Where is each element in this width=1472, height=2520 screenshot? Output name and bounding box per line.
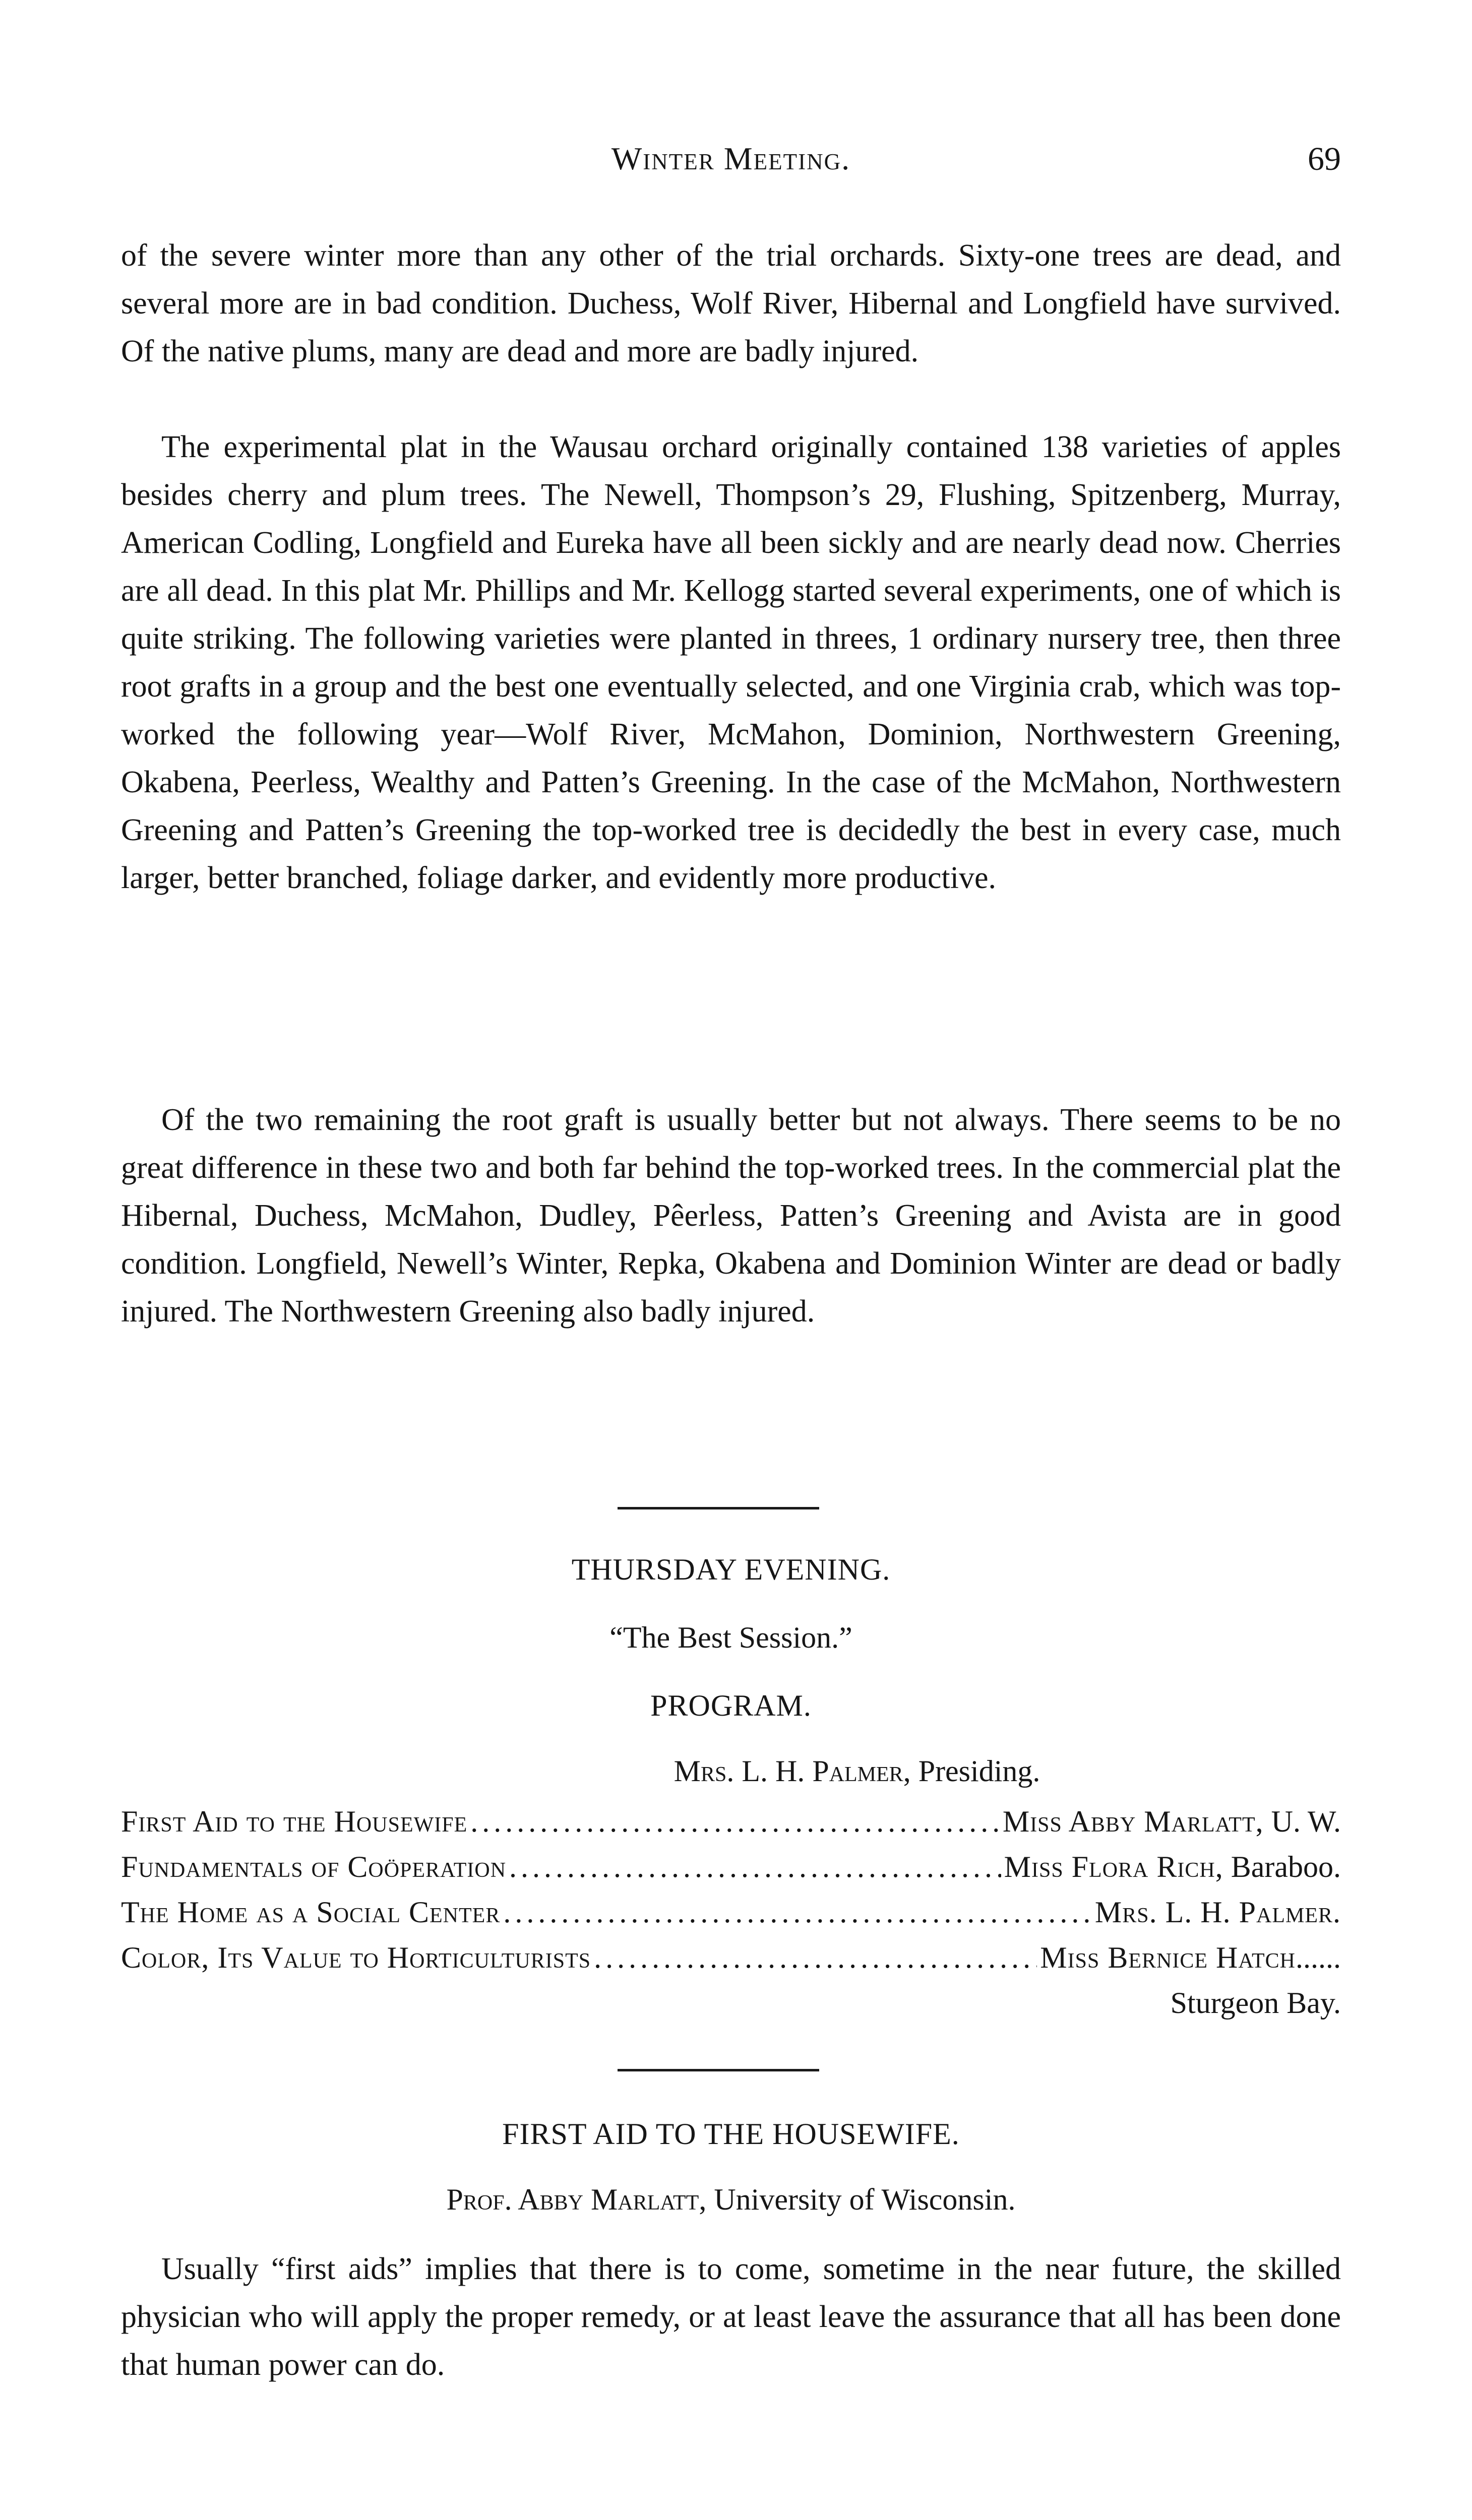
program-item-continuation: Sturgeon Bay. bbox=[1170, 1986, 1341, 2020]
body-paragraph-wausau-orchard: The experimental plat in the Wausau orchard originally contained 138 varieties of apples besides cherry and plum trees. The Newell, Thompson’s 29, Flushing, Spitzenberg, Murray, American Codling, Longfield and Eureka have all been sickly and are nearly dead now. Cherries are all dead. In this plat Mr. Phillips and Mr. Kellogg started several experiments, one of which is quite striking. The following varieties were planted in threes, 1 ordinary nursery tree, then three root grafts in a group and the best one eventually selected, and one Virginia crab, which was top-worked the following year—Wolf River, McMahon, Dominion, Northwestern Greening, Okabena, Peerless, Wealthy and Patten’s Greening. In the case of the McMahon, Northwestern Greening and Patten’s Greening the top-worked tree is decidedly the best in every case, much larger, better branched, foliage darker, and evidently more productive. bbox=[121, 430, 1341, 895]
program-item-title: The Home as a Social Center bbox=[121, 1896, 501, 1929]
running-title: Winter Meeting. bbox=[611, 141, 851, 176]
program-item-title: Fundamentals of Coöperation bbox=[121, 1850, 507, 1883]
speaker-name: Miss Abby Marlatt, bbox=[1002, 1805, 1264, 1838]
body-paragraph-continued: of the severe winter more than any other of the trial orchards. Sixty-one trees are dead, and several more are in bad condition. Duchess, Wolf River, Hibernal and Longfield have survived. Of the native plums, many are dead and more are badly injured. bbox=[121, 238, 1341, 368]
program-item bbox=[121, 1850, 1341, 1895]
speaker-name: Mrs. L. H. Palmer. bbox=[1094, 1896, 1341, 1929]
presiding-name: Mrs. L. H. Palmer, bbox=[673, 1754, 911, 1788]
dot-leader bbox=[503, 1895, 1092, 1930]
program-list bbox=[121, 1804, 1341, 2031]
speaker-affiliation: U. W. bbox=[1271, 1805, 1341, 1838]
speaker-name: Miss Flora Rich, bbox=[1004, 1850, 1223, 1883]
program-item bbox=[121, 1804, 1341, 1850]
program-item-speaker bbox=[1040, 1940, 1341, 1975]
author-affiliation: University of Wisconsin. bbox=[714, 2183, 1016, 2216]
page-header bbox=[121, 140, 1341, 185]
program-item bbox=[121, 1895, 1341, 1940]
program-item-speaker bbox=[1003, 1804, 1341, 1839]
author-name: Prof. Abby Marlatt, bbox=[446, 2183, 707, 2216]
dot-leader bbox=[509, 1850, 1001, 1884]
session-heading: THURSDAY EVENING. bbox=[571, 1553, 891, 1586]
presiding-line bbox=[353, 1754, 1361, 1789]
section-divider bbox=[618, 1507, 819, 1509]
speaker-name: Miss Bernice Hatch bbox=[1040, 1941, 1296, 1974]
body-paragraph-root-graft: Of the two remaining the root graft is usually better but not always. There seems to be no great difference in these two and both far behind the top-worked trees. In the commercial plat the Hibernal, Duchess, McMahon, Dudley, Pêerless, Patten’s Greening and Avista are in good condition. Longfield, Newell’s Winter, Repka, Okabena and Dominion Winter are dead or badly injured. The Northwestern Greening also badly injured. bbox=[121, 1103, 1341, 1329]
speaker-affiliation: Baraboo. bbox=[1231, 1850, 1341, 1883]
program-item bbox=[121, 1940, 1341, 1986]
program-item-speaker bbox=[1095, 1895, 1341, 1930]
article-opening-paragraph: Usually “first aids” implies that there is to come, sometime in the near future, the skilled physician who will apply the proper remedy, or at least leave the assurance that all has been done that human power can do. bbox=[121, 2252, 1341, 2382]
section-divider bbox=[618, 2069, 819, 2071]
article-heading: FIRST AID TO THE HOUSEWIFE. bbox=[502, 2117, 960, 2151]
program-heading: PROGRAM. bbox=[650, 1689, 812, 1722]
speaker-trailing-dots: ...... bbox=[1296, 1941, 1341, 1974]
dot-leader bbox=[594, 1940, 1037, 1975]
article-author-line bbox=[121, 2182, 1341, 2217]
page-number: 69 bbox=[1308, 141, 1341, 177]
session-subtitle: “The Best Session.” bbox=[609, 1621, 852, 1654]
program-item-speaker bbox=[1004, 1850, 1341, 1884]
program-item-title: Color, Its Value to Horticulturists bbox=[121, 1941, 591, 1974]
dot-leader bbox=[470, 1804, 1000, 1839]
program-item-title: First Aid to the Housewife bbox=[121, 1805, 468, 1838]
presiding-role: Presiding. bbox=[918, 1754, 1040, 1788]
